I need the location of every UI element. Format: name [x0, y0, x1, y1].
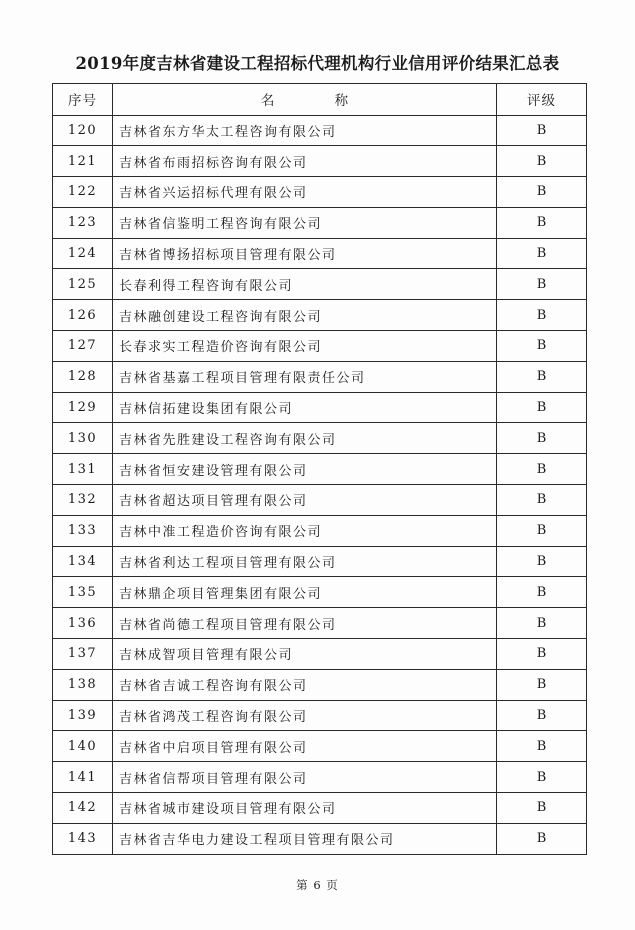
row-company-name: 吉林省信鉴明工程咨询有限公司 — [113, 207, 497, 238]
table-row — [53, 423, 587, 454]
row-company-name: 吉林省先胜建设工程咨询有限公司 — [113, 423, 497, 454]
table-row — [53, 238, 587, 269]
row-company-name: 吉林省布雨招标咨询有限公司 — [113, 146, 497, 177]
header-name: 名 称 — [113, 84, 497, 116]
row-serial-number: 139 — [53, 700, 113, 731]
page-number: 第 6 页 — [296, 878, 339, 892]
row-grade: B — [497, 454, 587, 485]
row-serial-number: 128 — [53, 361, 113, 392]
table-header-row — [53, 84, 587, 116]
table-row — [53, 793, 587, 824]
row-company-name: 吉林省中启项目管理有限公司 — [113, 731, 497, 762]
document-title: 2019年度吉林省建设工程招标代理机构行业信用评价结果汇总表 — [75, 54, 560, 73]
row-serial-number: 133 — [53, 515, 113, 546]
table-row — [53, 177, 587, 208]
row-company-name: 吉林省东方华太工程咨询有限公司 — [113, 115, 497, 146]
row-serial-number: 134 — [53, 546, 113, 577]
row-grade: B — [497, 608, 587, 639]
table-row — [53, 269, 587, 300]
row-serial-number: 126 — [53, 300, 113, 331]
row-company-name: 吉林省信帮项目管理有限公司 — [113, 762, 497, 793]
row-company-name: 吉林省尚德工程项目管理有限公司 — [113, 608, 497, 639]
table-row — [53, 300, 587, 331]
row-grade: B — [497, 731, 587, 762]
row-grade: B — [497, 823, 587, 854]
row-company-name: 吉林信拓建设集团有限公司 — [113, 392, 497, 423]
table-row — [53, 361, 587, 392]
table-row — [53, 485, 587, 516]
table-row — [53, 639, 587, 670]
table-row — [53, 700, 587, 731]
row-company-name: 吉林省兴运招标代理有限公司 — [113, 177, 497, 208]
evaluation-table — [52, 83, 587, 855]
row-company-name: 吉林省基嘉工程项目管理有限责任公司 — [113, 361, 497, 392]
row-grade: B — [497, 238, 587, 269]
table-row — [53, 546, 587, 577]
row-serial-number: 129 — [53, 392, 113, 423]
table-row — [53, 823, 587, 854]
row-company-name: 吉林省城市建设项目管理有限公司 — [113, 793, 497, 824]
row-serial-number: 120 — [53, 115, 113, 146]
row-grade: B — [497, 546, 587, 577]
row-serial-number: 142 — [53, 793, 113, 824]
row-grade: B — [497, 146, 587, 177]
row-grade: B — [497, 577, 587, 608]
table-row — [53, 454, 587, 485]
row-company-name: 吉林省超达项目管理有限公司 — [113, 485, 497, 516]
row-serial-number: 131 — [53, 454, 113, 485]
row-company-name: 吉林省吉华电力建设工程项目管理有限公司 — [113, 823, 497, 854]
table-row — [53, 331, 587, 362]
row-serial-number: 123 — [53, 207, 113, 238]
row-serial-number: 122 — [53, 177, 113, 208]
row-grade: B — [497, 115, 587, 146]
row-company-name: 吉林中准工程造价咨询有限公司 — [113, 515, 497, 546]
row-grade: B — [497, 361, 587, 392]
header-grade: 评级 — [497, 84, 587, 116]
row-grade: B — [497, 207, 587, 238]
row-serial-number: 121 — [53, 146, 113, 177]
row-serial-number: 140 — [53, 731, 113, 762]
table-row — [53, 608, 587, 639]
row-serial-number: 141 — [53, 762, 113, 793]
row-serial-number: 132 — [53, 485, 113, 516]
table-row — [53, 146, 587, 177]
header-serial-number: 序号 — [53, 84, 113, 116]
table-row — [53, 762, 587, 793]
row-grade: B — [497, 485, 587, 516]
row-grade: B — [497, 177, 587, 208]
row-company-name: 长春求实工程造价咨询有限公司 — [113, 331, 497, 362]
row-grade: B — [497, 700, 587, 731]
row-grade: B — [497, 639, 587, 670]
row-company-name: 吉林成智项目管理有限公司 — [113, 639, 497, 670]
row-serial-number: 125 — [53, 269, 113, 300]
row-grade: B — [497, 423, 587, 454]
table-row — [53, 515, 587, 546]
row-company-name: 吉林省博扬招标项目管理有限公司 — [113, 238, 497, 269]
table-row — [53, 207, 587, 238]
row-serial-number: 124 — [53, 238, 113, 269]
row-grade: B — [497, 392, 587, 423]
table-body — [53, 115, 587, 854]
table-row — [53, 577, 587, 608]
row-company-name: 吉林省鸿茂工程咨询有限公司 — [113, 700, 497, 731]
row-company-name: 吉林省利达工程项目管理有限公司 — [113, 546, 497, 577]
row-serial-number: 130 — [53, 423, 113, 454]
row-serial-number: 135 — [53, 577, 113, 608]
row-grade: B — [497, 515, 587, 546]
row-grade: B — [497, 269, 587, 300]
row-grade: B — [497, 762, 587, 793]
row-serial-number: 127 — [53, 331, 113, 362]
row-serial-number: 137 — [53, 639, 113, 670]
row-serial-number: 138 — [53, 669, 113, 700]
row-grade: B — [497, 300, 587, 331]
row-grade: B — [497, 793, 587, 824]
row-company-name: 吉林省吉诚工程咨询有限公司 — [113, 669, 497, 700]
row-serial-number: 136 — [53, 608, 113, 639]
row-company-name: 吉林融创建设工程咨询有限公司 — [113, 300, 497, 331]
table-row — [53, 392, 587, 423]
row-grade: B — [497, 669, 587, 700]
table-row — [53, 731, 587, 762]
row-company-name: 长春利得工程咨询有限公司 — [113, 269, 497, 300]
row-grade: B — [497, 331, 587, 362]
table-row — [53, 669, 587, 700]
row-company-name: 吉林鼎企项目管理集团有限公司 — [113, 577, 497, 608]
table-row — [53, 115, 587, 146]
row-company-name: 吉林省恒安建设管理有限公司 — [113, 454, 497, 485]
row-serial-number: 143 — [53, 823, 113, 854]
